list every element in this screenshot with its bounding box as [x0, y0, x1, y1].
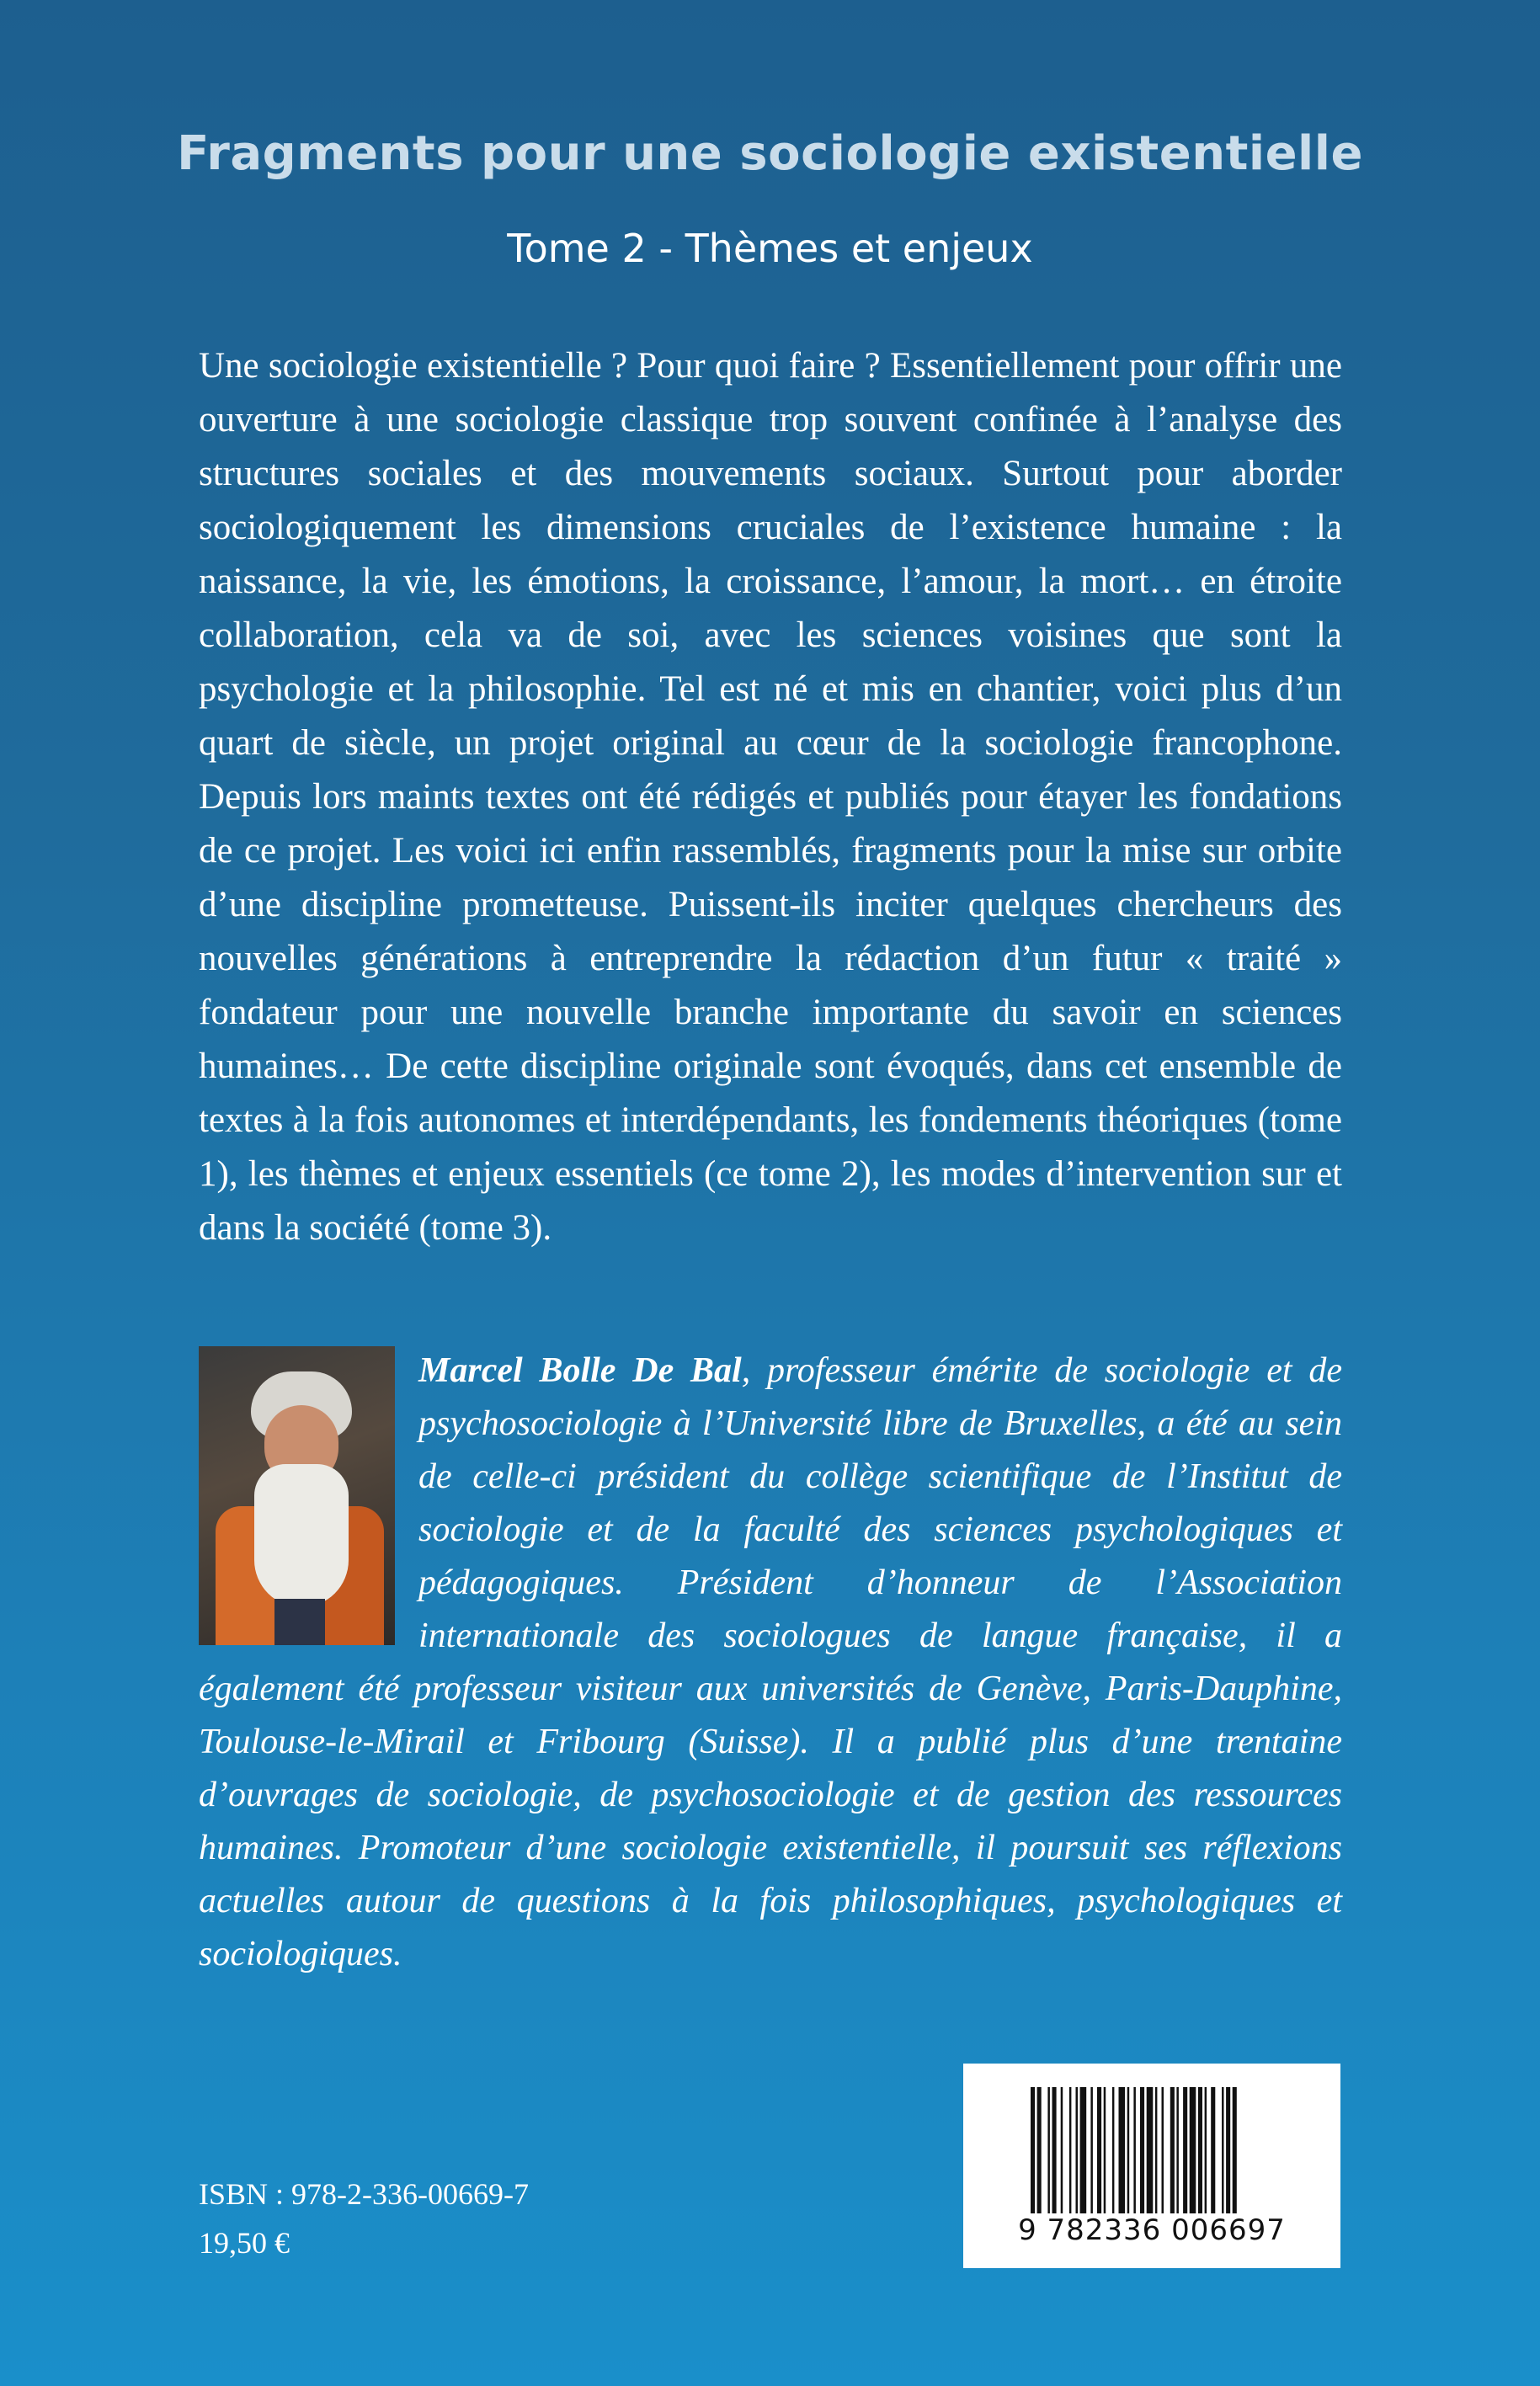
barcode-box: [963, 2064, 1340, 2268]
author-bio: [199, 1345, 1342, 1981]
barcode-icon: [1031, 2087, 1273, 2213]
barcode-digits: 9 782336 006697: [1018, 2213, 1286, 2247]
book-subtitle: Tome 2 - Thèmes et enjeux: [507, 226, 1033, 271]
author-name: Marcel Bolle De Bal: [418, 1351, 742, 1390]
author-photo: [199, 1346, 395, 1645]
author-bio-text: , professeur émérite de sociologie et de psychosociologie à l’Université libre de Bruxelles, a été au sein de celle-ci président du collège scientifique de l’Institut de sociologie et de la faculté des sciences psychologiques et pédagogiques. Président d’honneur de l’Association internationale des sociologues de langue française, il a également été professeur visiteur aux universités de Genève, Paris-Dauphine, Toulouse-le-Mirail et Fribourg (Suisse). Il a publié plus d’une trentaine d’ouvrages de sociologie, de psychosociologie et de gestion des ressources humaines. Promoteur d’une sociologie existentielle, il poursuit ses réflexions actuelles autour de questions à la fois philosophiques, psychologiques et sociologiques.: [199, 1351, 1342, 1973]
price-label: 19,50 €: [199, 2226, 290, 2260]
book-title: Fragments pour une sociologie existentielle: [177, 126, 1363, 181]
isbn-label: ISBN : 978-2-336-00669-7: [199, 2177, 529, 2211]
summary-text: Une sociologie existentielle ? Pour quoi faire ? Essentiellement pour offrir une ouverture à une sociologie classique trop souvent confinée à l’analyse des structures sociales et des mouvements sociaux. Surtout pour aborder sociologiquement les dimensions cruciales de l’existence humaine : la naissance, la vie, les émotions, la croissance, l’amour, la mort… en étroite collaboration, cela va de soi, avec les sciences voisines que sont la psychologie et la philosophie. Tel est né et mis en chantier, voici plus d’un quart de siècle, un projet original au cœur de la sociologie francophone. Depuis lors maints textes ont été rédigés et publiés pour étayer les fondations de ce projet. Les voici ici enfin rassemblés, fragments pour la mise sur orbite d’une discipline prometteuse. Puissent-ils inciter quelques chercheurs des nouvelles générations à entreprendre la rédaction d’un futur « traité » fondateur pour une nouvelle branche importante du savoir en sciences humaines… De cette discipline originale sont évoqués, dans cet ensemble de textes à la fois autonomes et interdépendants, les fondements théoriques (tome 1), les thèmes et enjeux essentiels (ce tome 2), les modes d’intervention sur et dans la société (tome 3).: [199, 346, 1342, 1248]
